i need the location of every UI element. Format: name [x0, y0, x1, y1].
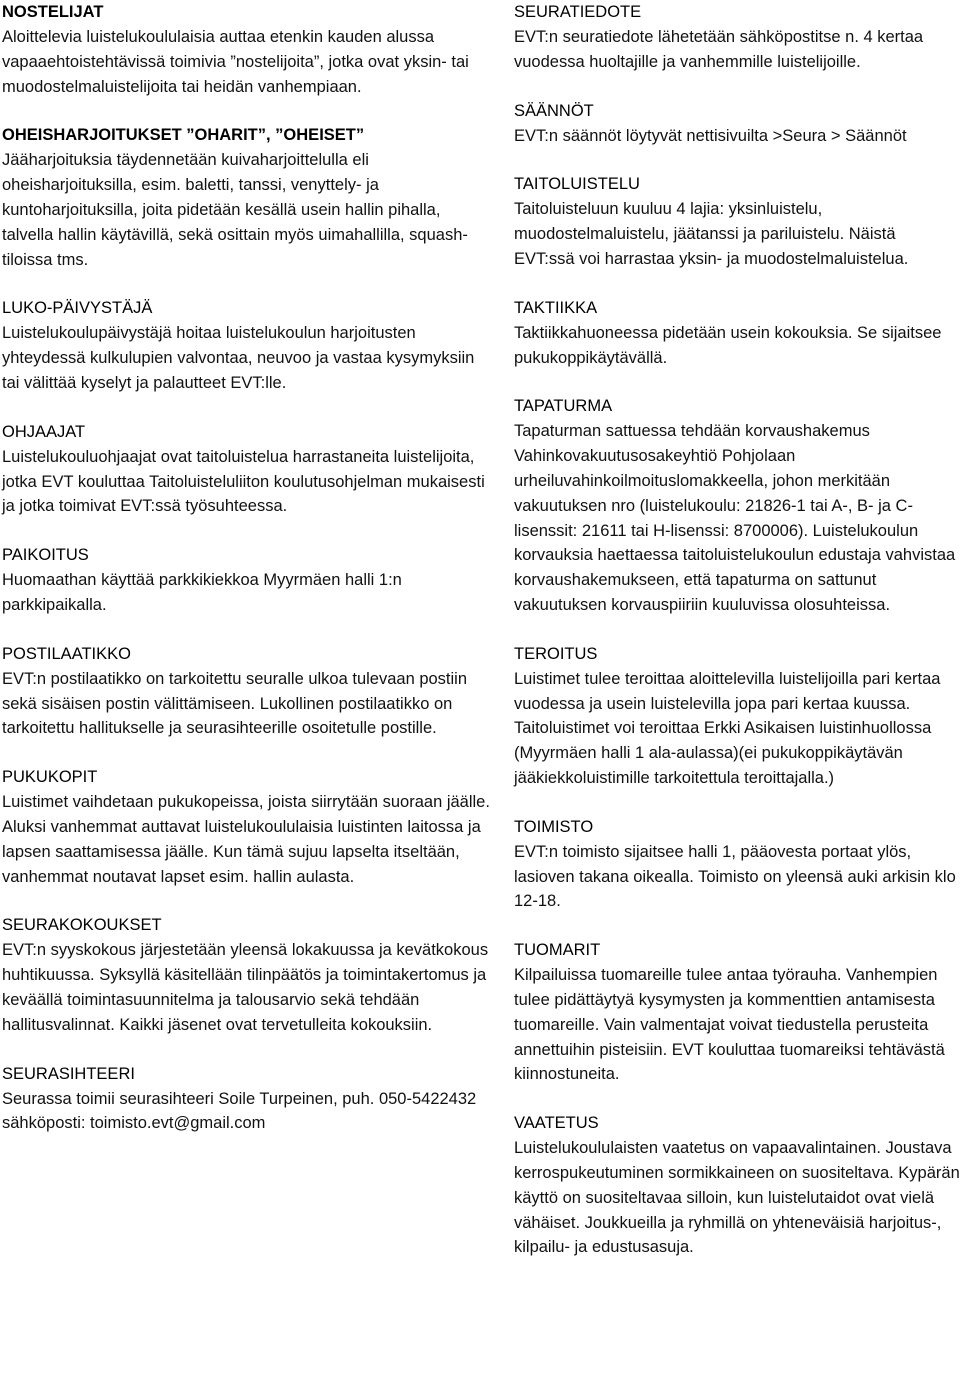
section-heading: TAPATURMA	[514, 397, 613, 416]
section-text: EVT:n syyskokous järjestetään yleensä lokakuussa ja kevätkokous huhtikuussa. Syksyllä käsitellään tilinpäätös ja toimintakertomus ja keväällä toimintasuunnitelma ja talousarvio sekä tehdään hallitusvalinnat. Kaikki jäsenet ovat tervetulleita kokouksiin.	[2, 941, 489, 1034]
section-text: Aloittelevia luistelukoululaisia auttaa etenkin kauden alussa vapaaehtoistehtävissä toimivia ”nostelijoita”, jotka ovat yksin- tai muodostelmaluistelijoita tai heidän vanhempiaan.	[2, 28, 469, 96]
section-heading: TAKTIIKKA	[514, 298, 598, 317]
section-nostelijat	[2, 0, 494, 99]
section-text: Seurassa toimii seurasihteeri Soile Turpeinen, puh. 050-5422432 sähköposti: toimisto.evt@gmail.com	[2, 1089, 477, 1133]
section-heading: PUKUKOPIT	[2, 768, 98, 787]
section-saannot	[514, 99, 960, 149]
section-heading: TEROITUS	[514, 644, 598, 663]
section-text: Kilpailuissa tuomareille tulee antaa työrauha. Vanhempien tulee pidättäytyä kysymysten ja kommenttien antamisesta tuomareille. Vain valmentajat voivat tiedustella perusteita annettuihin pisteisiin. EVT kouluttaa tuomareiksi tehtävästä kiinnostuneita.	[514, 966, 945, 1084]
section-heading: SEURASIHTEERI	[2, 1064, 135, 1083]
section-teroitus	[514, 642, 960, 791]
section-seurasihteeri	[2, 1062, 494, 1137]
section-text: Tapaturman sattuessa tehdään korvaushakemus Vahinkovakuutusosakeyhtiö Pohjolaan urheiluvahinkoilmoituslomakkeella, johon merkitään vakuutuksen nro (luistelukoulu: 21826-1 tai A-, B- ja C-lisenssit: 21611 tai H-lisenssi: 8700006). Luistelukoulun korvauksia haettaessa taitoluistelukoulun edustaja vahvistaa korvaushakemukseen, että tapaturma on sattunut vakuutuksen korvauspiiriin kuuluvissa olosuhteissa.	[514, 422, 956, 614]
section-text: Luistimet vaihdetaan pukukopeissa, joista siirrytään suoraan jäälle. Aluksi vanhemmat auttavat luistelukoululaisia luistinten laitossa ja lapsen saattamisessa jäälle. Kun tämä sujuu lapselta itseltään, vanhemmat noutavat lapset esim. hallin aulasta.	[2, 793, 490, 886]
section-heading: POSTILAATIKKO	[2, 644, 131, 663]
section-text: Taktiikkahuoneessa pidetään usein kokouksia. Se sijaitsee pukukoppikäytävällä.	[514, 323, 942, 367]
section-oheisharjoitukset	[2, 123, 494, 272]
section-luko-paivystaja	[2, 296, 494, 395]
section-taitoluistelu	[514, 172, 960, 271]
section-heading: NOSTELIJAT	[2, 3, 104, 21]
section-heading: OHEISHARJOITUKSET ”OHARIT”, ”OHEISET”	[2, 126, 365, 145]
section-heading: PAIKOITUS	[2, 546, 89, 565]
section-toimisto	[514, 815, 960, 914]
section-text: Luistelukouluohjaajat ovat taitoluistelua harrastaneita luistelijoita, jotka EVT kouluttaa Taitoluisteluliiton koulutusohjelman mukaisesti ja jotka toimivat EVT:ssä työsuhteessa.	[2, 447, 485, 516]
section-text: Luistimet tulee teroittaa aloittelevilla luistelijoilla pari kertaa vuodessa ja usein luistelevilla jopa pari kertaa kuussa. Taitoluistimet voi teroittaa Erkki Asikaisen luistinhuollossa (Myyrmäen halli 1 ala-aulassa)(ei pukukoppikäytävän jääkiekkoluistimille tarkoitettula teroittajalla.)	[514, 669, 941, 787]
section-text: Huomaathan käyttää parkkikiekkoa Myyrmäen halli 1:n parkkipaikalla.	[2, 571, 402, 614]
section-seuratiedote	[514, 0, 960, 75]
section-pukukopit	[2, 765, 494, 889]
section-vaatetus	[514, 1111, 960, 1260]
section-seurakokoukset	[2, 913, 494, 1037]
section-tapaturma	[514, 394, 960, 617]
section-text: EVT:n seuratiedote lähetetään sähköpostitse n. 4 kertaa vuodessa huoltajille ja vanhemmille luistelijoille.	[514, 28, 924, 71]
section-heading: VAATETUS	[514, 1114, 599, 1133]
section-heading: SEURATIEDOTE	[514, 3, 642, 21]
section-text: EVT:n postilaatikko on tarkoitettu seuralle ulkoa tulevaan postiin sekä sisäisen postin välittämiseen. Lukollinen postilaatikko on tarkoitettu hallitukselle ja seurasihteerille osoitetulle postille.	[2, 669, 468, 738]
section-text: Luistelukoululaisten vaatetus on vapaavalintainen. Joustava kerrospukeutuminen sormikkaineen on suositeltava. Kypärän käyttö on suositeltavaa silloin, kun luistelutaidot ovat vielä vähäiset. Joukkueilla ja ryhmillä on yhteneväisiä harjoitus-, kilpailu- ja edustusasuja.	[514, 1139, 960, 1257]
section-heading: TOIMISTO	[514, 817, 594, 836]
section-ohjaajat	[2, 420, 494, 519]
section-text: EVT:n säännöt löytyvät nettisivuilta >Seura > Säännöt	[514, 126, 907, 145]
section-text: EVT:n toimisto sijaitsee halli 1, pääovesta portaat ylös, lasioven takana oikealla. Toimisto on yleensä auki arkisin klo 12-18.	[514, 842, 956, 911]
section-postilaatikko	[2, 642, 494, 741]
section-heading: TUOMARIT	[514, 941, 601, 960]
section-heading: TAITOLUISTELU	[514, 175, 640, 194]
section-heading: OHJAAJAT	[2, 422, 86, 441]
section-tuomarit	[514, 938, 960, 1087]
right-column	[506, 0, 960, 1393]
section-taktiikka	[514, 296, 960, 371]
section-text: Taitoluisteluun kuuluu 4 lajia: yksinluistelu, muodostelmaluistelu, jäätanssi ja pariluistelu. Näistä EVT:ssä voi harrastaa yksin- ja muodostelmaluistelua.	[514, 200, 909, 268]
section-text: Luistelukoulupäivystäjä hoitaa luistelukoulun harjoitusten yhteydessä kulkulupien valvontaa, neuvoo ja vastaa kysymyksiin tai välittää kyselyt ja palautteet EVT:lle.	[2, 324, 475, 392]
section-heading: SEURAKOKOUKSET	[2, 916, 162, 935]
section-heading: SÄÄNNÖT	[514, 101, 594, 120]
section-text: Jääharjoituksia täydennetään kuivaharjoittelulla eli oheisharjoituksilla, esim. baletti, tanssi, venyttely- ja kuntoharjoituksilla, joita pidetään kesällä usein hallin pihalla, talvella hallin käytävillä, sekä osittain myös uimahallilla, squash-tiloissa tms.	[2, 151, 468, 269]
section-paikoitus	[2, 543, 494, 618]
section-heading: LUKO-PÄIVYSTÄJÄ	[2, 299, 153, 318]
